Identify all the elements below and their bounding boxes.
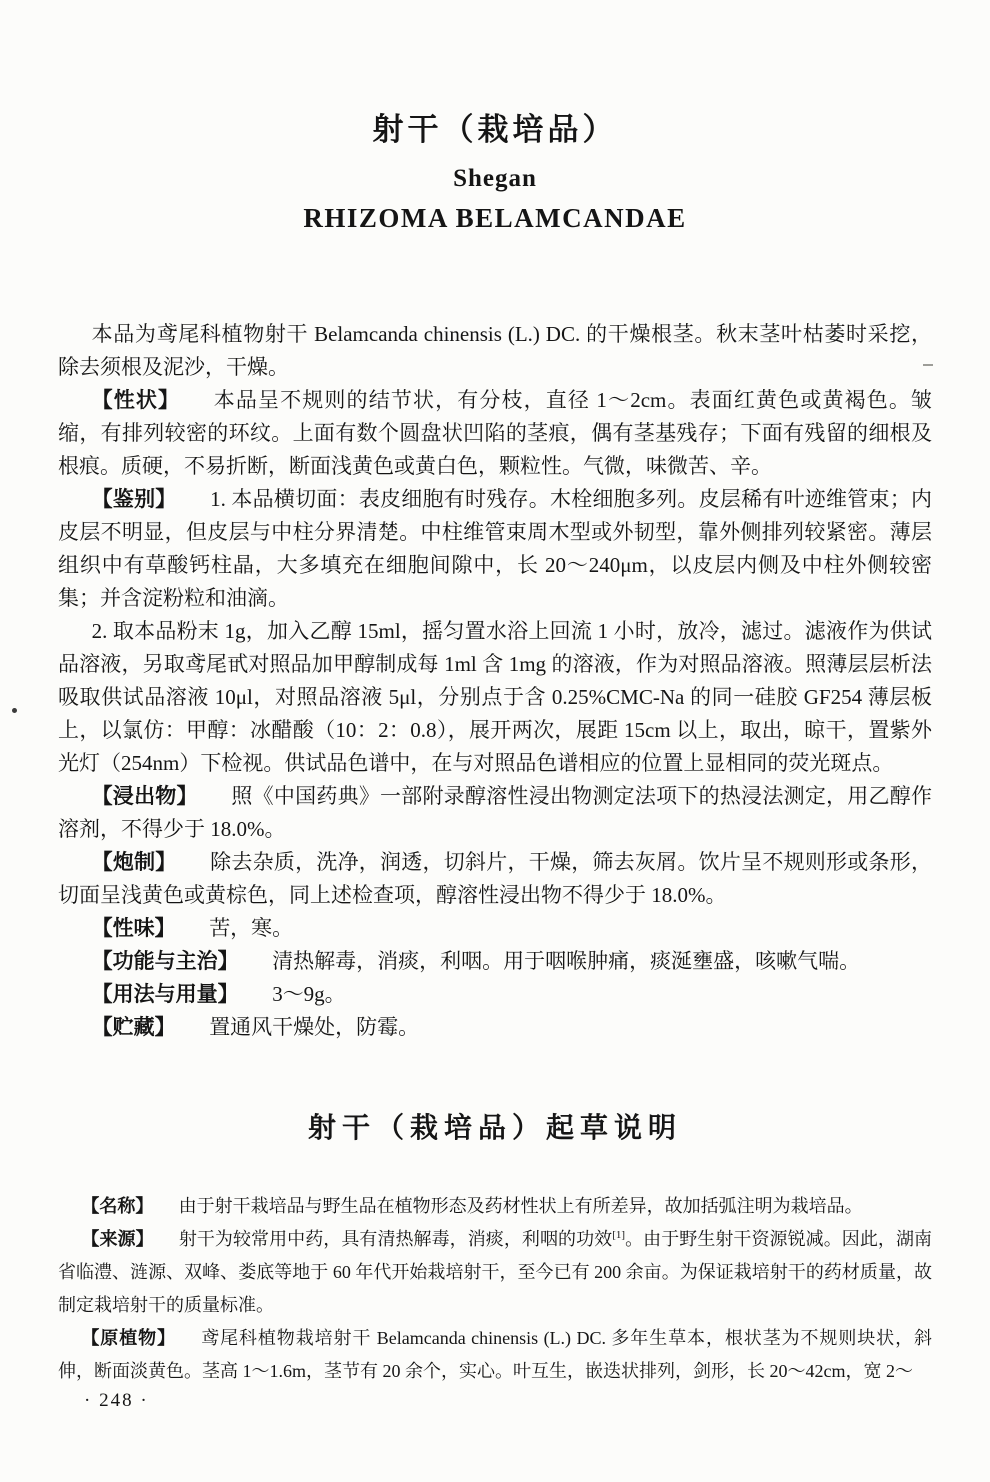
paragraph-intro: 本品为鸢尾科植物射干 Belamcanda chinensis (L.) DC. 的干燥根茎。秋末茎叶枯萎时采挖，除去须根及泥沙，干燥。 — [58, 322, 932, 379]
page-title-chinese: 射干（栽培品） — [372, 112, 618, 147]
entry-yuanzhiwu — [58, 1322, 932, 1388]
entry-text: 照《中国药典》一部附录醇溶性浸出物测定法项下的热浸法测定，用乙醇作溶剂，不得少于 18.0%。 — [58, 784, 933, 841]
title-block — [0, 0, 990, 234]
entry-jianbie — [58, 483, 932, 615]
entry-label: 【性状】 — [91, 389, 181, 412]
draft-notes-section — [58, 1190, 932, 1388]
entry-text: 。由于野生射干资源锐减。因此，湖南省临澧、涟源、双峰、娄底等地于 60 年代开始栽培射干，至今已有 200 余亩。为保证栽培射干的药材质量，故制定栽培射干的质量标准。 — [58, 1229, 933, 1315]
scan-artifact-dot — [12, 708, 17, 713]
entry-text: 鸢尾科植物栽培射干 Belamcanda chinensis (L.) DC. 多年生草本，根状茎为不规则块状，斜伸，断面淡黄色。茎高 1～1.6m，茎节有 20 余个，实心。叶互生，嵌迭状排列，剑形，长 20～42cm，宽 2～ — [58, 1328, 933, 1381]
entry-text: 本品呈不规则的结节状，有分枝，直径 1～2cm。表面红黄色或黄褐色。皱缩，有排列较密的环纹。上面有数个圆盘状凹陷的茎痕，偶有茎基残存；下面有残留的细根及根痕。质硬，不易折断，断面浅黄色或黄白色，颗粒性。气微，味微苦、辛。 — [58, 388, 932, 478]
monograph-section — [58, 318, 932, 1044]
entry-text: 3～9g。 — [272, 982, 346, 1006]
page-title-latin: RHIZOMA BELAMCANDAE — [303, 203, 687, 233]
entry-label: 【功能与主治】 — [91, 950, 239, 973]
page-number: · 248 · — [84, 1390, 149, 1411]
entry-label: 【鉴别】 — [91, 488, 177, 511]
entry-label: 【浸出物】 — [91, 785, 198, 808]
entry-label: 【贮藏】 — [91, 1016, 176, 1039]
entry-text: 清热解毒，消痰，利咽。用于咽喉肿痛，痰涎壅盛，咳嗽气喘。 — [272, 949, 861, 973]
entry-yongfa-yongliang — [58, 978, 932, 1011]
draft-notes-heading: 射干（栽培品）起草说明 — [307, 1113, 682, 1144]
entry-label: 【炮制】 — [91, 851, 177, 874]
entry-text: 置通风干燥处，防霉。 — [209, 1015, 420, 1039]
entry-text: 2. 取本品粉末 1g，加入乙醇 15ml，摇匀置水浴上回流 1 小时，放冷，滤过。滤液作为供试品溶液，另取鸢尾甙对照品加甲醇制成每 1ml 含 1mg 的溶液，作为对照品溶液。照薄层层析法吸取供试品溶液 10μl，对照品溶液 5μl，分别点于含 0.25%CMC-Na 的同一硅胶 GF254 薄层板上，以氯仿：甲醇：冰醋酸（10：2：0.8），展开两次，展距 15cm 以上，取出，晾干，置紫外光灯（254nm）下检视。供试品色谱中，在与对照品色谱相应的位置上显相同的荧光斑点。 — [58, 619, 932, 775]
entry-text: 苦，寒。 — [209, 916, 294, 940]
scan-artifact-dash — [923, 364, 933, 366]
entry-label: 【原植物】 — [81, 1328, 176, 1348]
entry-text: 由于射干栽培品与野生品在植物形态及药材性状上有所差异，故加括弧注明为栽培品。 — [178, 1196, 863, 1216]
entry-label: 【用法与用量】 — [91, 983, 239, 1006]
reference-superscript: [1] — [612, 1229, 626, 1241]
entry-xingzhuang — [58, 384, 932, 483]
entry-label: 【名称】 — [81, 1196, 154, 1216]
entry-label: 【来源】 — [81, 1229, 154, 1249]
entry-mingcheng — [58, 1190, 932, 1223]
entry-laiyuan — [58, 1223, 932, 1322]
entry-xingwei — [58, 912, 932, 945]
entry-gongneng-zhuzhi — [58, 945, 932, 978]
entry-text: 1. 本品横切面：表皮细胞有时残存。木栓细胞多列。皮层稀有叶迹维管束；内皮层不明显，但皮层与中柱分界清楚。中柱维管束周木型或外韧型，靠外侧排列较紧密。薄层组织中有草酸钙柱晶，大多填充在细胞间隙中，长 20～240μm，以皮层内侧及中柱外侧较密集；并含淀粉粒和油滴。 — [58, 487, 932, 610]
entry-paozhi — [58, 846, 932, 912]
entry-text: 除去杂质，洗净，润透，切斜片，干燥，筛去灰屑。饮片呈不规则形或条形，切面呈浅黄色或黄棕色，同上述检查项，醇溶性浸出物不得少于 18.0%。 — [58, 850, 932, 907]
entry-jianbie-test-2 — [58, 615, 932, 780]
entry-zhucang — [58, 1011, 932, 1044]
entry-label: 【性味】 — [91, 917, 176, 940]
page-title-pinyin: Shegan — [453, 165, 537, 192]
entry-jinchuwu — [58, 780, 932, 846]
entry-text: 射干为较常用中药，具有清热解毒，消痰，利咽的功效 — [178, 1229, 613, 1249]
